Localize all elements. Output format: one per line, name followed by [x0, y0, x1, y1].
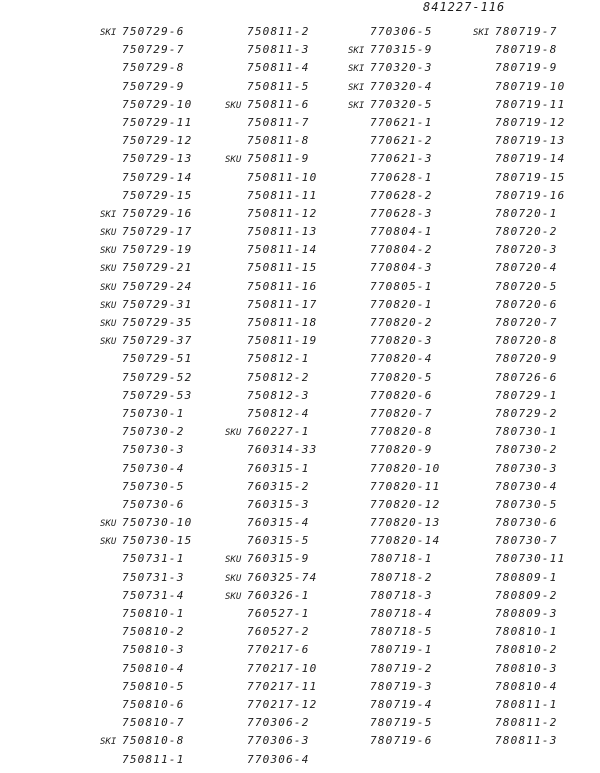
item-code: 760315-9	[247, 552, 310, 566]
item-code: 780720-9	[495, 352, 558, 366]
list-item	[473, 387, 600, 405]
list-item	[473, 514, 600, 532]
item-code: 780719-6	[370, 734, 433, 748]
item-code: 770217-11	[247, 679, 318, 693]
item-code: 770306-4	[247, 752, 310, 766]
item-prefix: SKI	[348, 46, 365, 57]
item-code: 780810-1	[495, 625, 558, 639]
item-code: 780730-3	[495, 461, 558, 475]
list-item	[473, 169, 600, 187]
list-item	[473, 605, 600, 623]
item-code: 780719-7	[495, 25, 558, 38]
item-code: 770628-3	[370, 206, 433, 220]
item-code: 750810-3	[122, 643, 185, 657]
item-code: 780809-1	[495, 570, 558, 584]
column-4	[473, 23, 600, 751]
item-code: 780720-7	[495, 316, 558, 329]
item-code: 770820-6	[370, 388, 433, 402]
item-prefix: SKU	[100, 282, 117, 293]
list-item	[473, 96, 600, 114]
item-code: 750729-15	[122, 188, 193, 202]
item-code: 750729-35	[122, 316, 193, 329]
item-code: 750811-11	[247, 188, 318, 202]
item-code: 760315-4	[247, 516, 310, 530]
list-item	[473, 460, 600, 478]
item-code: 780810-4	[495, 679, 558, 693]
item-prefix: SKU	[225, 573, 242, 584]
item-code: 750729-19	[122, 243, 193, 257]
item-code: 770804-3	[370, 261, 433, 275]
item-code: 770820-12	[370, 497, 441, 511]
item-code: 760527-1	[247, 607, 310, 620]
item-code: 770306-2	[247, 716, 310, 730]
item-code: 780719-4	[370, 697, 433, 711]
item-code: 750811-8	[247, 134, 310, 148]
item-code: 760325-74	[247, 570, 318, 584]
list-item	[473, 332, 600, 350]
item-code: 760315-2	[247, 479, 310, 493]
item-code: 770820-2	[370, 316, 433, 329]
item-code: 770820-10	[370, 461, 441, 475]
list-item	[473, 114, 600, 132]
list-item	[473, 496, 600, 514]
item-code: 750810-8	[122, 734, 185, 748]
list-item	[225, 751, 375, 769]
item-code: 750811-18	[247, 316, 318, 329]
list-item	[473, 569, 600, 587]
item-code: 750730-3	[122, 443, 185, 457]
item-code: 780730-5	[495, 497, 558, 511]
item-code: 780729-2	[495, 406, 558, 420]
item-code: 770820-5	[370, 370, 433, 384]
list-item	[473, 223, 600, 241]
item-code: 780720-8	[495, 334, 558, 348]
item-code: 770628-2	[370, 188, 433, 202]
item-code: 770621-1	[370, 115, 433, 129]
item-code: 770315-9	[370, 43, 433, 57]
item-code: 770820-14	[370, 534, 441, 548]
list-item	[473, 696, 600, 714]
item-code: 770820-3	[370, 334, 433, 348]
item-prefix: SKU	[225, 428, 242, 439]
item-code: 750811-12	[247, 206, 318, 220]
item-prefix: SKU	[100, 537, 117, 548]
item-code: 770820-9	[370, 443, 433, 457]
item-code: 750729-14	[122, 170, 193, 184]
item-code: 750810-1	[122, 607, 185, 620]
item-code: 750810-5	[122, 679, 185, 693]
item-code: 780718-2	[370, 570, 433, 584]
item-code: 780720-6	[495, 297, 558, 311]
item-code: 750811-16	[247, 279, 318, 293]
item-prefix: SKU	[225, 100, 242, 111]
list-item	[473, 150, 600, 168]
item-code: 780720-5	[495, 279, 558, 293]
item-prefix: SKU	[100, 319, 117, 329]
item-code: 770621-2	[370, 134, 433, 148]
item-prefix: SKI	[348, 100, 365, 111]
item-code: 770306-3	[247, 734, 310, 748]
item-code: 750730-5	[122, 479, 185, 493]
item-code: 780718-3	[370, 588, 433, 602]
item-code: 780719-12	[495, 115, 566, 129]
item-code: 780811-1	[495, 697, 558, 711]
list-item	[473, 623, 600, 641]
item-code: 750812-2	[247, 370, 310, 384]
item-code: 750810-6	[122, 697, 185, 711]
item-code: 780811-2	[495, 716, 558, 730]
item-code: 750730-4	[122, 461, 185, 475]
item-code: 750729-37	[122, 334, 193, 348]
item-code: 780720-2	[495, 225, 558, 239]
item-code: 750729-24	[122, 279, 193, 293]
item-code: 780810-2	[495, 643, 558, 657]
item-code: 750729-51	[122, 352, 193, 366]
item-code: 750729-9	[122, 79, 185, 93]
item-code: 780730-6	[495, 516, 558, 530]
item-code: 750731-3	[122, 570, 185, 584]
list-item	[473, 132, 600, 150]
item-code: 770217-6	[247, 643, 310, 657]
item-code: 750729-6	[122, 25, 185, 38]
list-item	[473, 205, 600, 223]
item-code: 750812-4	[247, 406, 310, 420]
item-code: 780810-3	[495, 661, 558, 675]
item-code: 770804-1	[370, 225, 433, 239]
item-code: 780718-5	[370, 625, 433, 639]
item-code: 750729-31	[122, 297, 193, 311]
item-code: 780720-1	[495, 206, 558, 220]
item-code: 780720-4	[495, 261, 558, 275]
item-prefix: SKU	[100, 246, 117, 257]
item-code: 780719-8	[495, 43, 558, 57]
item-prefix: SKU	[225, 591, 242, 602]
item-code: 750810-2	[122, 625, 185, 639]
item-prefix: SKU	[225, 155, 242, 166]
item-code: 760315-1	[247, 461, 310, 475]
list-item	[473, 369, 600, 387]
item-code: 750811-9	[247, 152, 310, 166]
list-item	[473, 660, 600, 678]
item-code: 770628-1	[370, 170, 433, 184]
item-code: 760227-1	[247, 425, 310, 439]
item-code: 750810-7	[122, 716, 185, 730]
item-code: 750729-52	[122, 370, 193, 384]
item-code: 750811-6	[247, 97, 310, 111]
item-code: 750811-4	[247, 61, 310, 75]
item-code: 770820-13	[370, 516, 441, 530]
item-code: 780719-2	[370, 661, 433, 675]
item-code: 750811-2	[247, 25, 310, 38]
item-code: 750811-3	[247, 43, 310, 57]
item-prefix: SKU	[100, 264, 117, 275]
item-code: 780730-1	[495, 425, 558, 439]
item-code: 750729-17	[122, 225, 193, 239]
item-code: 750731-4	[122, 588, 185, 602]
item-code: 750730-10	[122, 516, 193, 530]
item-code: 780730-4	[495, 479, 558, 493]
item-code: 750729-12	[122, 134, 193, 148]
item-code: 770805-1	[370, 279, 433, 293]
item-code: 780719-5	[370, 716, 433, 730]
item-code: 770804-2	[370, 243, 433, 257]
item-prefix: SKU	[100, 337, 117, 348]
item-code: 770320-3	[370, 61, 433, 75]
list-item	[473, 314, 600, 332]
item-code: 750811-19	[247, 334, 318, 348]
list-item	[473, 532, 600, 550]
item-prefix: SKU	[225, 555, 242, 566]
item-prefix: SKI	[348, 82, 365, 93]
item-code: 750811-10	[247, 170, 318, 184]
item-code: 780719-11	[495, 97, 566, 111]
list-item	[473, 641, 600, 659]
item-code: 780809-3	[495, 607, 558, 620]
item-code: 750811-7	[247, 115, 310, 129]
item-code: 770621-3	[370, 152, 433, 166]
item-code: 750810-4	[122, 661, 185, 675]
item-code: 750729-21	[122, 261, 193, 275]
item-code: 750812-1	[247, 352, 310, 366]
item-code: 750812-3	[247, 388, 310, 402]
item-prefix: SKI	[100, 28, 117, 38]
item-code: 780719-1	[370, 643, 433, 657]
list-item	[473, 241, 600, 259]
item-code: 750729-8	[122, 61, 185, 75]
item-code: 770820-4	[370, 352, 433, 366]
item-code: 750730-6	[122, 497, 185, 511]
item-code: 760527-2	[247, 625, 310, 639]
item-code: 780811-3	[495, 734, 558, 748]
item-code: 780720-3	[495, 243, 558, 257]
item-code: 770820-7	[370, 406, 433, 420]
item-code: 780719-3	[370, 679, 433, 693]
list-item	[473, 41, 600, 59]
list-item	[473, 350, 600, 368]
item-code: 780726-6	[495, 370, 558, 384]
item-code: 780719-16	[495, 188, 566, 202]
item-code: 750811-17	[247, 297, 318, 311]
item-code: 750730-2	[122, 425, 185, 439]
list-item	[473, 187, 600, 205]
list-item	[473, 587, 600, 605]
item-code: 780729-1	[495, 388, 558, 402]
list-item	[473, 714, 600, 732]
item-code: 750811-1	[122, 752, 185, 766]
item-code: 760326-1	[247, 588, 310, 602]
item-code: 760314-33	[247, 443, 318, 457]
list-item	[473, 278, 600, 296]
list-item	[473, 550, 600, 568]
item-code: 750729-13	[122, 152, 193, 166]
list-item	[473, 296, 600, 314]
item-code: 750811-15	[247, 261, 318, 275]
item-code: 780730-7	[495, 534, 558, 548]
list-item	[473, 78, 600, 96]
item-code: 780718-1	[370, 552, 433, 566]
item-prefix: SKU	[100, 228, 117, 239]
item-code: 750729-7	[122, 43, 185, 57]
list-item	[473, 23, 600, 41]
item-code: 750730-1	[122, 406, 185, 420]
item-code: 780719-14	[495, 152, 566, 166]
item-code: 750729-53	[122, 388, 193, 402]
item-code: 770820-11	[370, 479, 441, 493]
item-code: 780719-15	[495, 170, 566, 184]
item-code: 780719-9	[495, 61, 558, 75]
list-item	[473, 732, 600, 750]
list-item	[473, 59, 600, 77]
item-code: 750811-5	[247, 79, 310, 93]
list-item	[473, 423, 600, 441]
item-code: 770320-4	[370, 79, 433, 93]
item-code: 770306-5	[370, 25, 433, 38]
item-code: 750730-15	[122, 534, 193, 548]
item-code: 750731-1	[122, 552, 185, 566]
item-code: 750729-11	[122, 115, 193, 129]
item-code: 770820-1	[370, 297, 433, 311]
item-code: 750729-16	[122, 206, 193, 220]
item-code: 770320-5	[370, 97, 433, 111]
item-prefix: SKI	[473, 28, 490, 38]
item-code: 760315-5	[247, 534, 310, 548]
list-item	[473, 259, 600, 277]
list-item	[473, 405, 600, 423]
item-code: 780719-10	[495, 79, 566, 93]
item-code: 780718-4	[370, 607, 433, 620]
item-code: 750729-10	[122, 97, 193, 111]
item-prefix: SKU	[100, 519, 117, 530]
item-prefix: SKI	[348, 64, 365, 75]
list-item	[473, 678, 600, 696]
item-code: 780730-11	[495, 552, 566, 566]
item-code: 750811-13	[247, 225, 318, 239]
document-code: 841227-116	[423, 0, 506, 14]
item-code: 750811-14	[247, 243, 318, 257]
item-prefix: SKI	[100, 209, 117, 220]
item-code: 780719-13	[495, 134, 566, 148]
item-prefix: SKI	[100, 737, 117, 748]
item-code: 770217-12	[247, 697, 318, 711]
item-code: 760315-3	[247, 497, 310, 511]
item-code: 780730-2	[495, 443, 558, 457]
item-code: 770217-10	[247, 661, 318, 675]
list-item	[473, 478, 600, 496]
item-code: 780809-2	[495, 588, 558, 602]
item-code: 770820-8	[370, 425, 433, 439]
list-item	[473, 441, 600, 459]
item-prefix: SKU	[100, 300, 117, 311]
